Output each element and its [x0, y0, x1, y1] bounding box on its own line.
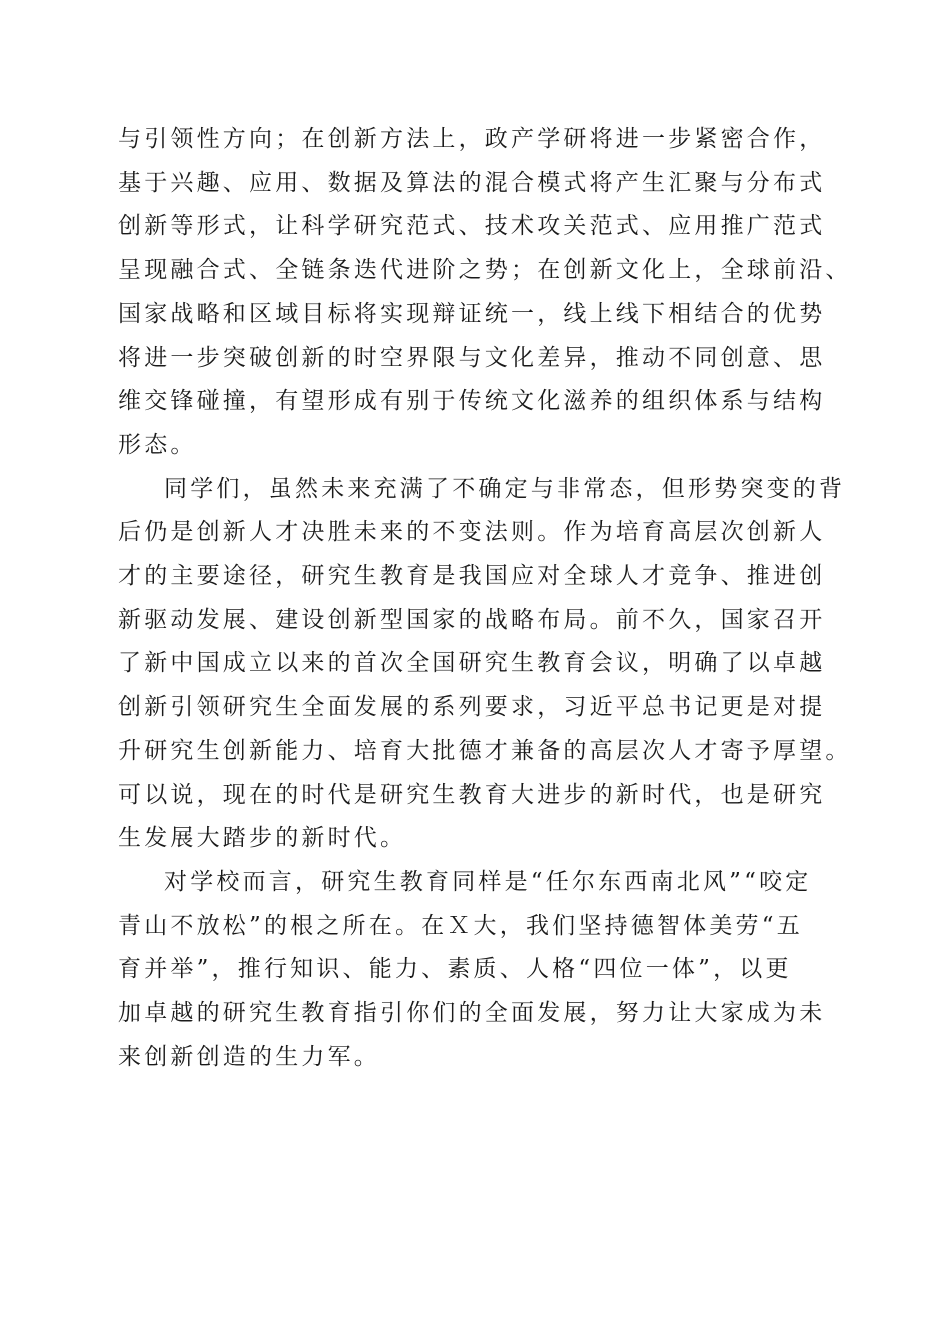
text-line: 基于兴趣、应用、数据及算法的混合模式将产生汇聚与分布式 — [118, 169, 826, 196]
text-line: 国家战略和区域目标将实现辩证统一，线上线下相结合的优势 — [118, 300, 826, 327]
paragraph-3 — [118, 861, 838, 1080]
text-line: 创新等形式，让科学研究范式、技术攻关范式、应用推广范式 — [118, 213, 826, 240]
text-line: 呈现融合式、全链条迭代进阶之势；在创新文化上，全球前沿、 — [118, 257, 852, 284]
text-line: 将进一步突破创新的时空界限与文化差异，推动不同创意、思 — [118, 344, 826, 371]
text-line: 创新引领研究生全面发展的系列要求，习近平总书记更是对提 — [118, 694, 826, 721]
text-line: 后仍是创新人才决胜未来的不变法则。作为培育高层次创新人 — [118, 519, 826, 546]
text-line: 来创新创造的生力军。 — [118, 1043, 380, 1070]
text-line: 可以说，现在的时代是研究生教育大进步的新时代，也是研究 — [118, 781, 826, 808]
text-line: 维交锋碰撞，有望形成有别于传统文化滋养的组织体系与结构 — [118, 388, 826, 415]
text-line: 同学们，虽然未来充满了不确定与非常态，但形势突变的背 — [164, 475, 846, 502]
text-line: 与引领性方向；在创新方法上，政产学研将进一步紧密合作， — [118, 126, 826, 152]
text-line: 对学校而言，研究生教育同样是“任尔东西南北风”“咬定 — [164, 868, 812, 895]
text-line: 形态。 — [118, 431, 197, 458]
text-line: 才的主要途径，研究生教育是我国应对全球人才竞争、推进创 — [118, 563, 826, 590]
text-line: 青山不放松”的根之所在。在Ｘ大，我们坚持德智体美劳“五 — [118, 912, 803, 939]
body-text — [118, 118, 852, 1079]
text-line: 了新中国成立以来的首次全国研究生教育会议，明确了以卓越 — [118, 650, 826, 677]
text-line: 升研究生创新能力、培育大批德才兼备的高层次人才寄予厚望。 — [118, 737, 852, 764]
paragraph-1 — [118, 118, 852, 468]
text-line: 加卓越的研究生教育指引你们的全面发展，努力让大家成为未 — [118, 1000, 826, 1027]
text-line: 新驱动发展、建设创新型国家的战略布局。前不久，国家召开 — [118, 606, 826, 633]
text-line: 育并举”，推行知识、能力、素质、人格“四位一体”，以更 — [118, 956, 792, 983]
paragraph-2 — [118, 468, 852, 861]
text-line: 生发展大踏步的新时代。 — [118, 825, 407, 852]
